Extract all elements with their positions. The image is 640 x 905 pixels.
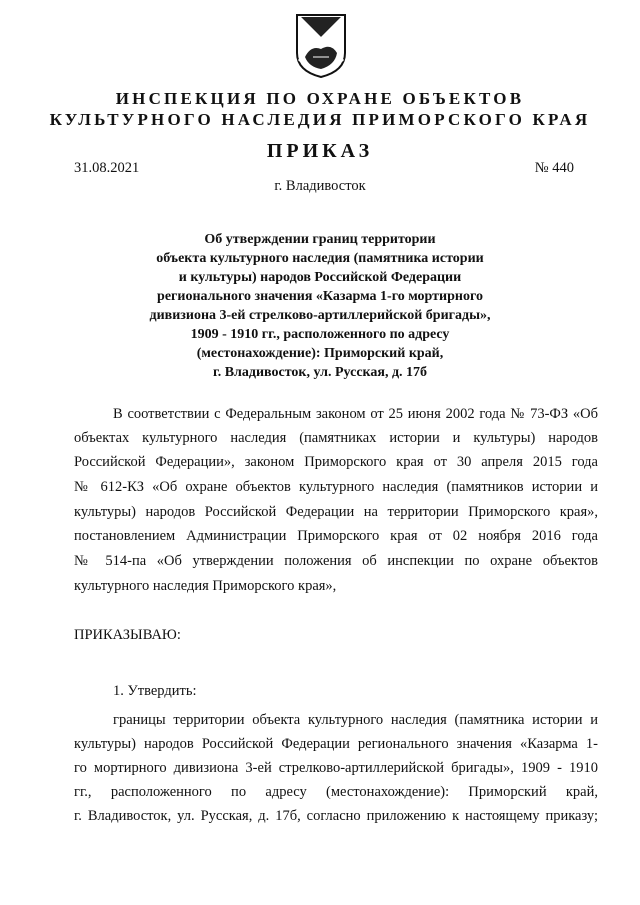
document-type: ПРИКАЗ [266,140,374,162]
item-1-line: культуры) народов Российской Федерации регионального значения «Казарма 1- [74,736,598,752]
item-1-line: гг., расположенного по адресу (местонахождение): Приморский край, [74,784,598,800]
preamble-line: № 514-па «Об утверждении положения об инспекции по охране объектов [74,553,598,569]
subject-line: объекта культурного наследия (памятника истории [156,251,484,266]
preamble-line: культурного наследия Приморского края», [74,578,337,594]
document-date: 31.08.2021 [74,160,140,176]
organization-name-line-2: КУЛЬТУРНОГО НАСЛЕДИЯ ПРИМОРСКОГО КРАЯ [49,110,591,129]
subject-line: дивизиона 3-ей стрелково-артиллерийской бригады», [149,308,491,323]
subject-line: (местонахождение): Приморский край, [196,346,444,361]
subject-line: 1909 - 1910 гг., расположенного по адресу [190,327,450,342]
preamble-line: культуры) народов Российской Федерации на территории Приморского края», [74,504,598,520]
preamble-line: постановлением Администрации Приморского края от 02 ноября 2016 года [74,528,598,544]
item-1-line: г. Владивосток, ул. Русская, д. 17б, согласно приложению к настоящему приказу; [74,808,598,824]
organization-name-line-1: ИНСПЕКЦИЯ ПО ОХРАНЕ ОБЪЕКТОВ [115,89,525,108]
item-1-label: 1. Утвердить: [113,683,197,699]
subject-line: регионального значения «Казарма 1-го мортирного [157,289,483,304]
subject-line: и культуры) народов Российской Федерации [178,270,462,285]
subject-line: г. Владивосток, ул. Русская, д. 17б [212,365,428,380]
document-city: г. Владивосток [274,178,366,194]
item-1-line: границы территории объекта культурного наследия (памятника истории и [113,712,598,728]
subject-line: Об утверждении границ территории [204,232,436,247]
preamble-line: объектах культурного наследия (памятниках истории и культуры) народов [74,430,598,446]
coat-of-arms-icon [295,13,347,79]
order-word: ПРИКАЗЫВАЮ: [74,627,181,643]
preamble-line: Российской Федерации», законом Приморского края от 30 апреля 2015 года [74,454,598,470]
item-1-line: го мортирного дивизиона 3-ей стрелково-артиллерийской бригады», 1909 - 1910 [74,760,598,776]
preamble-line: В соответствии с Федеральным законом от 25 июня 2002 года № 73-ФЗ «Об [113,406,598,422]
document-number: № 440 [534,160,574,176]
preamble-line: № 612-КЗ «Об охране объектов культурного наследия (памятников истории и [74,479,598,495]
